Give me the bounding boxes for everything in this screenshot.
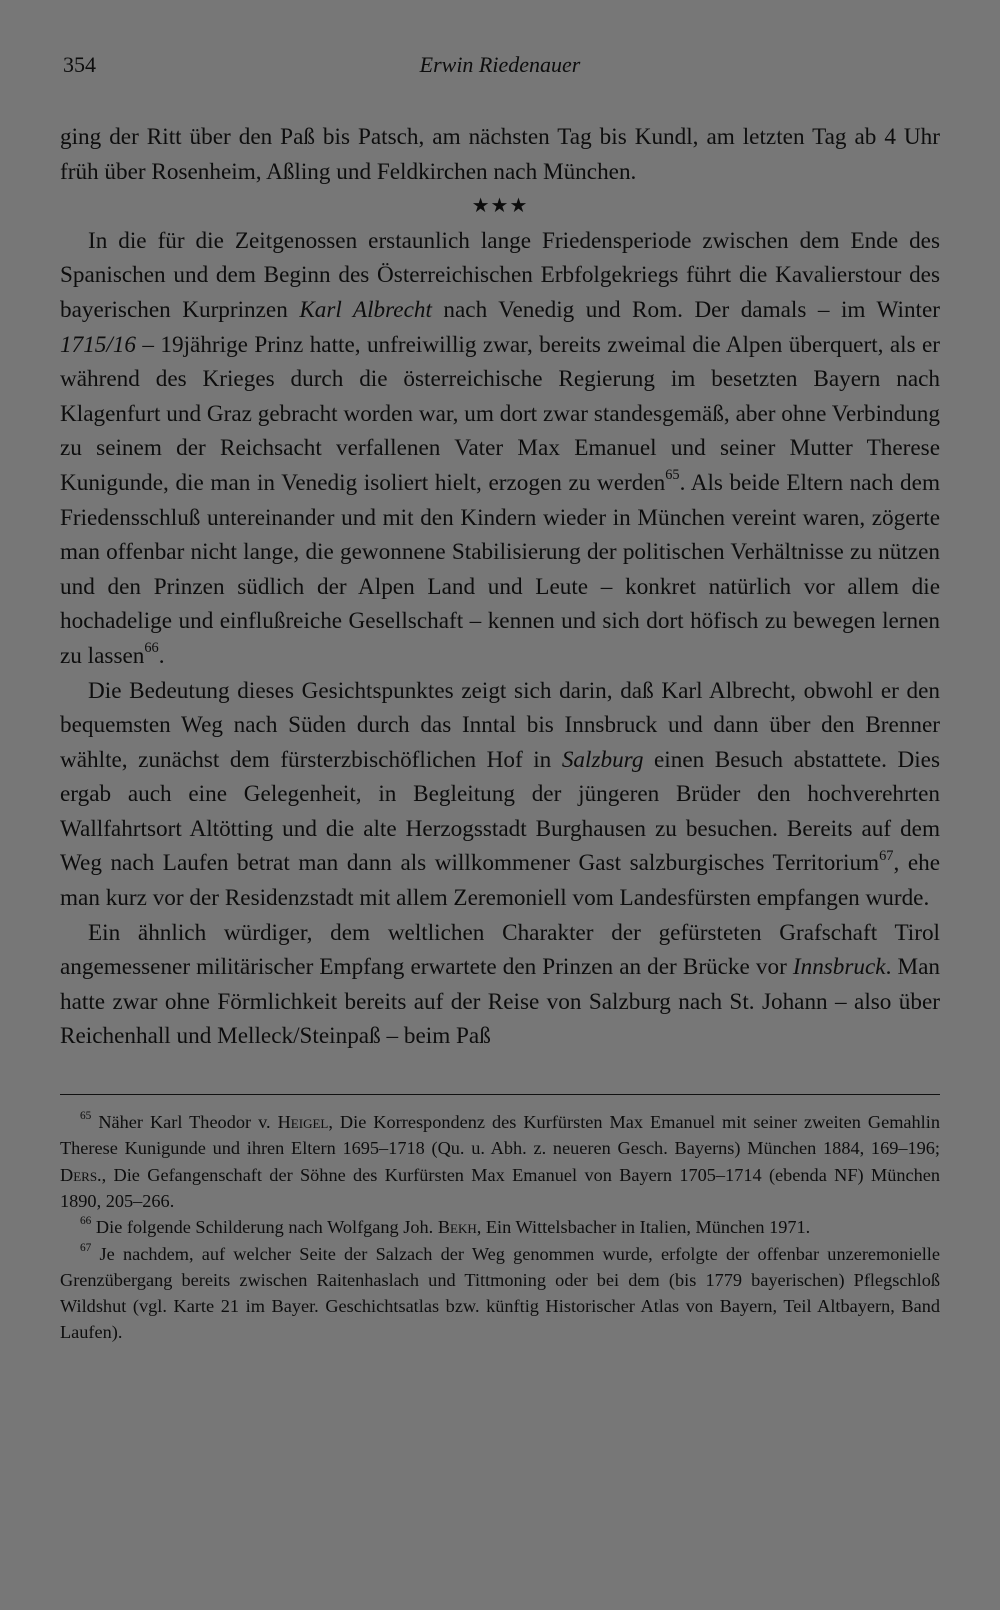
paragraph-4	[60, 916, 940, 1054]
book-page	[60, 0, 940, 1346]
paragraph-3	[60, 674, 940, 916]
footnote-ref-66: 66	[144, 640, 159, 657]
footnote-66	[60, 1214, 940, 1240]
footnote-ref-67: 67	[879, 847, 894, 864]
footnote-text: Je nachdem, auf welcher Seite der Salzach der Weg genommen wurde, erfolgte der offenbar unzeremonielle Grenzübergang bereits zwischen Raitenhaslach und Tittmoning oder bei dem (bis 1779 bayerischen) Pflegschloß Wildshut (vgl. Karte 21 im Bayer. Geschichtsatlas bzw. künftig Historischer Atlas von Bayern, Teil Altbayern, Band Laufen).	[60, 1243, 940, 1343]
section-separator: ★★★	[471, 195, 529, 218]
footnotes	[60, 1109, 940, 1346]
footnote-ref-65: 65	[665, 467, 680, 484]
footnote-text: Die folgende Schilderung nach Wolfgang Joh.	[95, 1217, 438, 1238]
paragraph-2	[60, 224, 940, 674]
footnote-number: 65	[80, 1110, 92, 1123]
footnote-author: Ders	[60, 1164, 98, 1185]
emphasis-karl-albrecht: Karl Albrecht	[299, 296, 432, 323]
emphasis-year: 1715/16	[60, 331, 137, 358]
paragraph-1	[60, 120, 940, 189]
paragraph-2-text: . Als beide Eltern nach dem Friedensschluß untereinander und mit den Kindern wieder in München vereint waren, zögerte man offenbar nicht lange, die gewonnene Stabilisierung der politischen Verhältnisse zu nützen und den Prinzen südlich der Alpen Land und Leute – konkret natürlich vor allem die hochadelige und einflußreiche Gesellschaft – kennen und sich dort höfisch zu bewegen lernen zu lassen	[60, 469, 940, 669]
footnote-65	[60, 1109, 940, 1214]
paragraph-3-text: , ehe man kurz vor der Residenzstadt mit allem Zeremoniell vom Landesfürsten empfangen wurde.	[60, 850, 940, 912]
footnote-author: Heigel	[277, 1112, 329, 1133]
footnote-author: Bekh	[437, 1217, 477, 1238]
paragraph-4-text: . Man hatte zwar ohne Förmlichkeit bereits auf der Reise von Salzburg nach St. Johann – also über Reichenhall und Melleck/Steinpaß – beim Paß	[60, 954, 940, 1050]
paragraph-3-text: einen Besuch abstattete. Dies ergab auch eine Gelegenheit, in Begleitung der jüngeren Brüder den hochverehrten Wallfahrtsort Altötting und die alte Herzogsstadt Burghausen zu besuchen. Bereits auf dem Weg nach Laufen betrat man dann als willkommener Gast salzburgisches Territorium	[60, 746, 941, 877]
footnote-number: 66	[80, 1215, 92, 1228]
paragraph-2-text: In die für die Zeitgenossen erstaunlich lange Friedensperiode zwischen dem Ende des Spanischen und dem Beginn des Österreichischen Erbfolgekriegs führt die Kavalierstour des bayerischen Kurprinzen	[60, 227, 940, 323]
footnote-text: ., Die Gefangenschaft der Söhne des Kurfürsten Max Emanuel von Bayern 1705–1714 (ebenda NF) München 1890, 205–266.	[60, 1164, 940, 1211]
footnote-text: Näher Karl Theodor v.	[98, 1112, 278, 1133]
paragraph-2-text: .	[158, 642, 165, 669]
emphasis-innsbruck: Innsbruck	[792, 954, 886, 981]
emphasis-salzburg: Salzburg	[561, 746, 644, 773]
footnote-text: , Ein Wittelsbacher in Italien, München 1971.	[476, 1217, 811, 1238]
body-text	[60, 120, 940, 1054]
paragraph-2-text: – 19jährige Prinz hatte, unfreiwillig zwar, bereits zweimal die Alpen überquert, als er während des Krieges durch die österreichische Regierung im besetzten Bayern nach Klagenfurt und Graz gebracht worden war, um dort zwar standesgemäß, aber ohne Verbindung zu seinem der Reichsacht verfallenen Vater Max Emanuel und seiner Mutter Therese Kunigunde, die man in Venedig isoliert hielt, erzogen zu werden	[60, 331, 940, 496]
page-number: 354	[63, 52, 96, 77]
footnote-number: 67	[80, 1241, 92, 1254]
paragraph-3-text: Die Bedeutung dieses Gesichtspunktes zeigt sich darin, daß Karl Albrecht, obwohl er den bequemsten Weg nach Süden durch das Inntal bis Innsbruck und dann über den Brenner wählte, zunächst dem fürsterzbischöflichen Hof in	[60, 677, 940, 773]
footnote-67	[60, 1241, 940, 1346]
running-head	[60, 52, 940, 82]
footnote-divider	[60, 1094, 940, 1095]
running-title: Erwin Riedenauer	[419, 52, 581, 77]
paragraph-4-text: Ein ähnlich würdiger, dem weltlichen Charakter der gefürsteten Grafschaft Tirol angemessener militärischer Empfang erwartete den Prinzen an der Brücke vor	[60, 919, 940, 981]
paragraph-2-text: nach Venedig und Rom. Der damals – im Winter	[431, 296, 940, 323]
footnote-text: , Die Korrespondenz des Kurfürsten Max Emanuel mit seiner zweiten Gemahlin Therese Kunigunde und ihren Eltern 1695–1718 (Qu. u. Abh. z. neueren Gesch. Bayerns) München 1884, 169–196;	[60, 1112, 940, 1159]
paragraph-1-text: ging der Ritt über den Paß bis Patsch, am nächsten Tag bis Kundl, am letzten Tag ab 4 Uhr früh über Rosenheim, Aßling und Feldkirchen nach München.	[60, 124, 940, 185]
